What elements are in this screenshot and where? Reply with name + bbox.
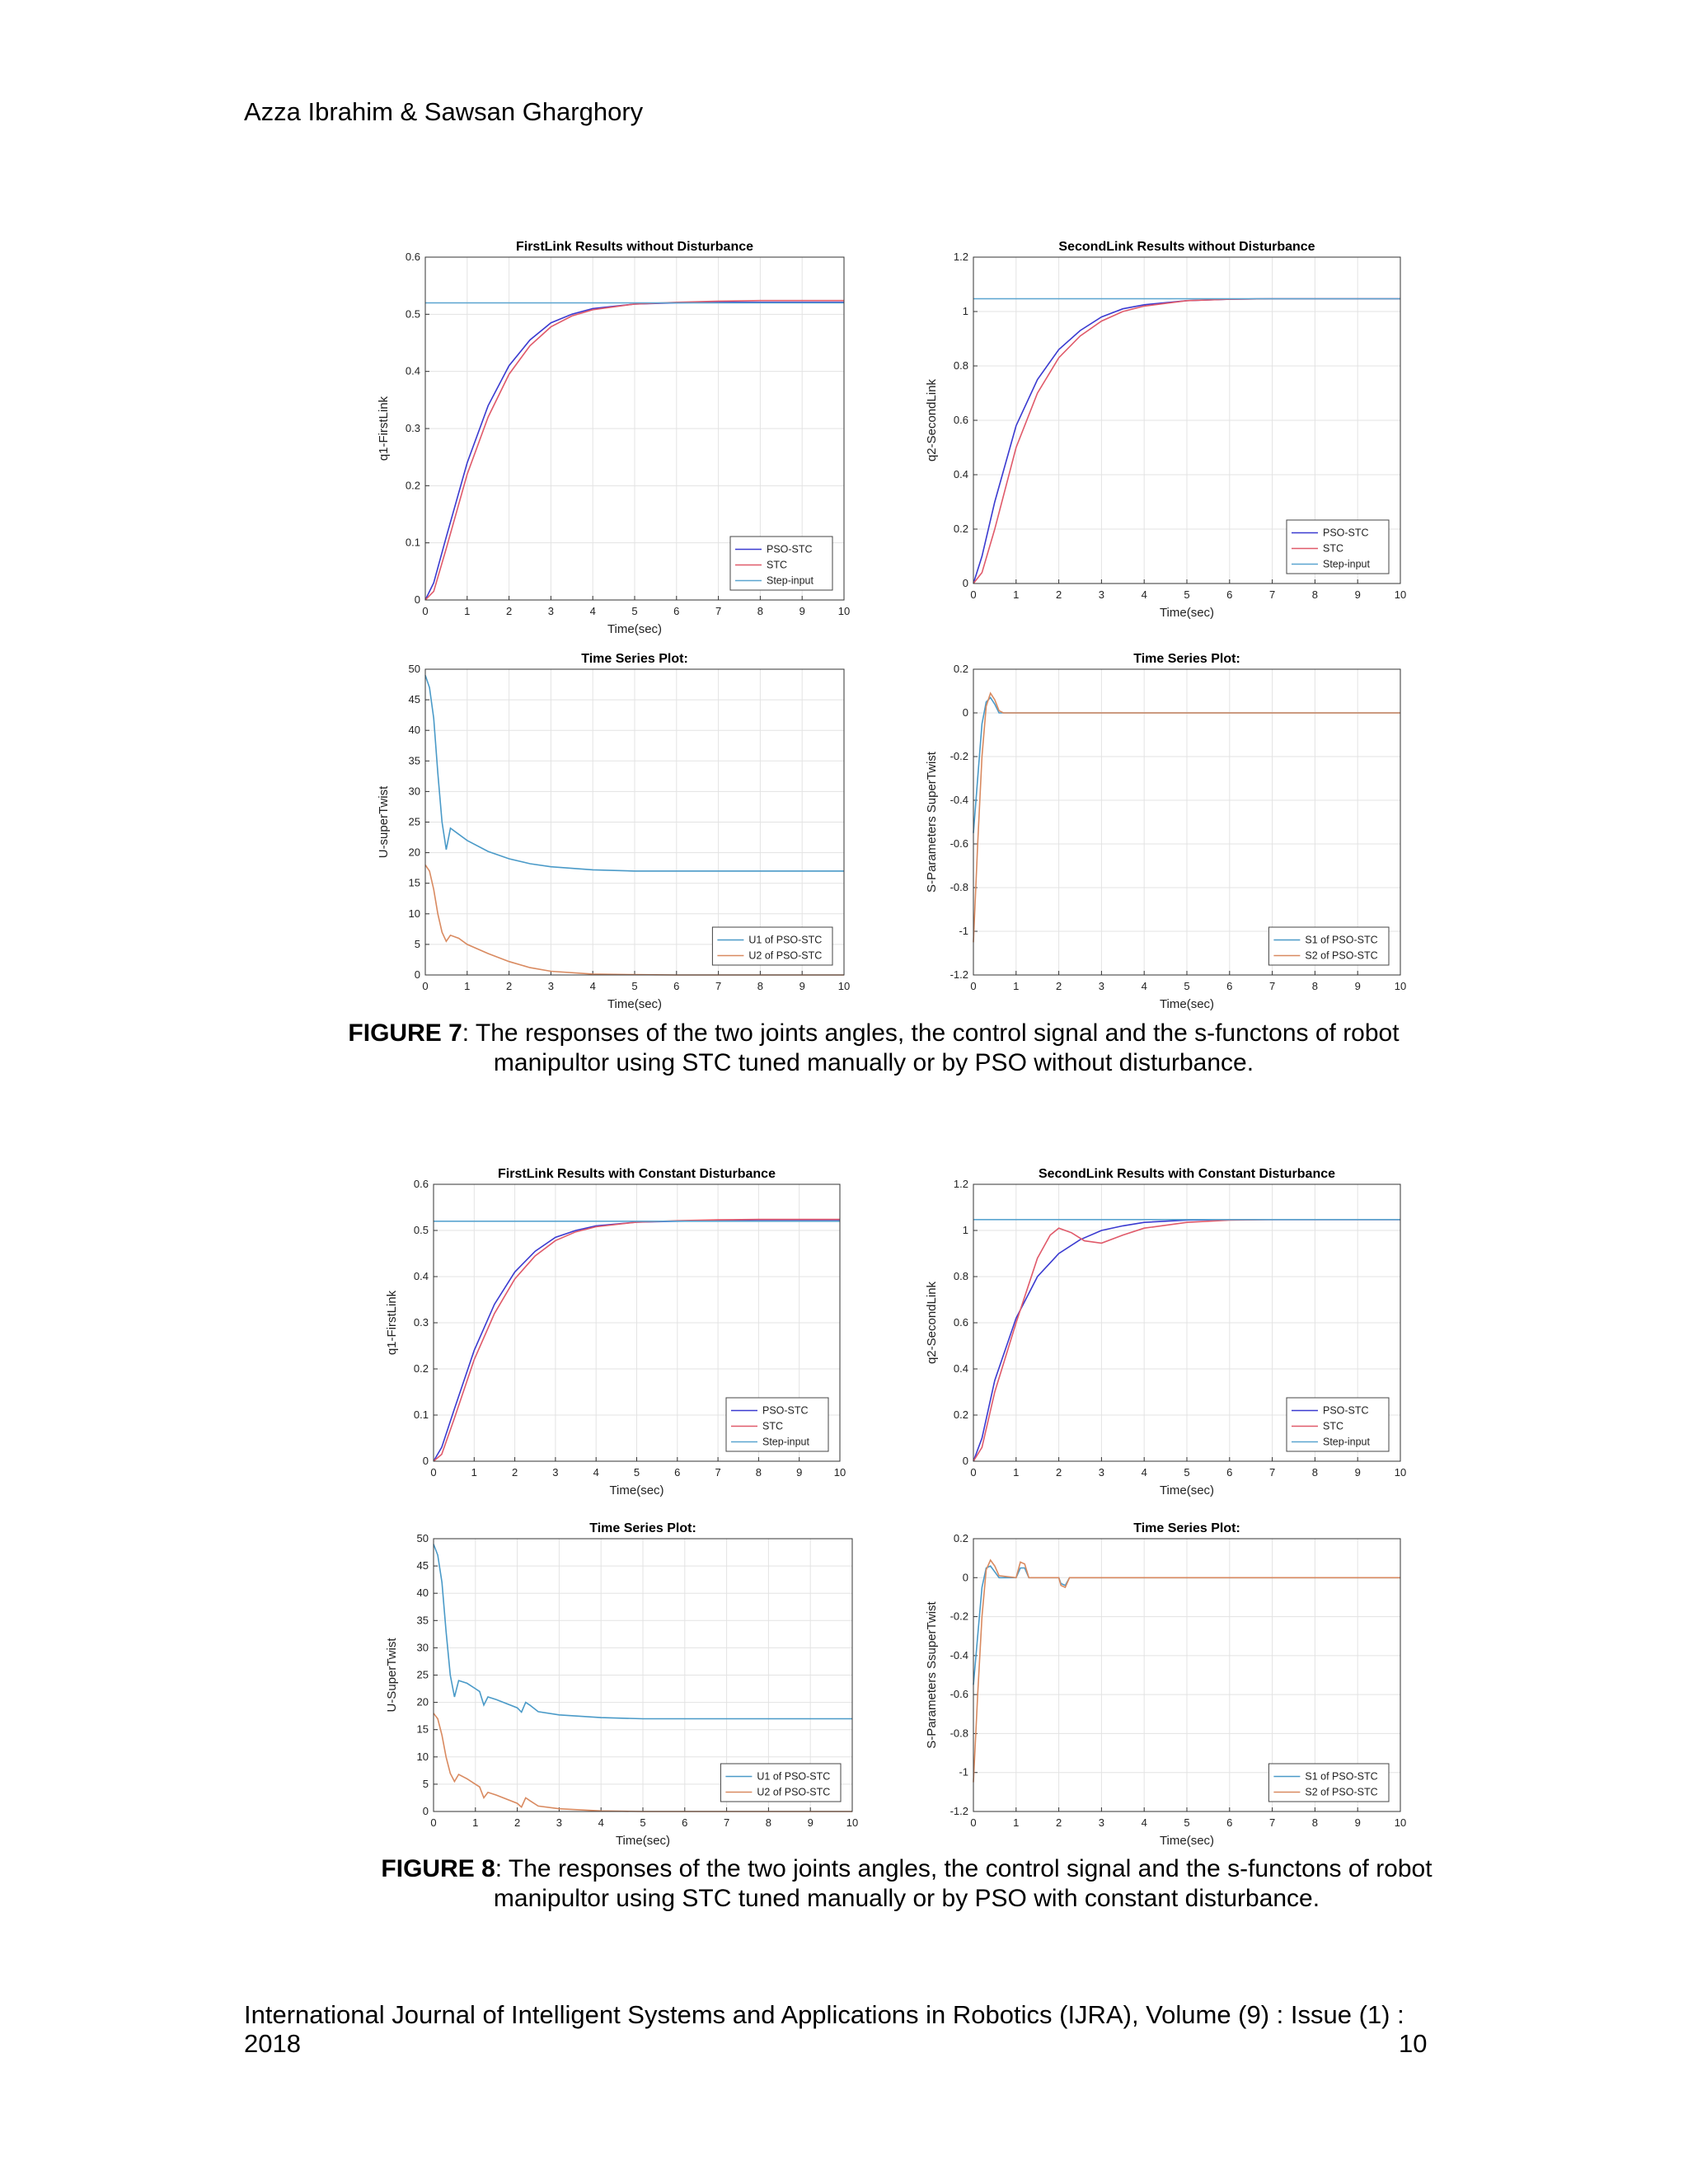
y-tick-label: 0.4 — [953, 1362, 968, 1375]
y-tick-label: 0.2 — [413, 1362, 429, 1375]
y-tick-label: 30 — [408, 785, 420, 798]
chart-f7c-control-signal — [371, 651, 857, 1026]
y-tick-label: 20 — [416, 1695, 429, 1708]
y-axis-label: S-Parameters SuperTwist — [925, 752, 939, 893]
y-tick-label: 0.4 — [405, 364, 420, 377]
x-tick-label: 0 — [970, 1816, 977, 1829]
y-axis-label: q1-FirstLink — [385, 1290, 399, 1356]
x-axis-label: Time(sec) — [1159, 1834, 1215, 1848]
y-tick-label: -0.4 — [950, 1648, 968, 1661]
x-tick-label: 2 — [505, 605, 513, 617]
x-tick-label: 4 — [1141, 1466, 1147, 1479]
x-tick-label: 7 — [723, 1816, 730, 1829]
y-tick-label: 25 — [408, 815, 420, 828]
y-tick-label: 0.2 — [953, 1532, 968, 1544]
y-tick-label: 50 — [408, 663, 420, 675]
y-tick-label: 0.2 — [953, 663, 968, 675]
x-tick-label: 8 — [1311, 1466, 1319, 1479]
x-tick-label: 3 — [556, 1816, 563, 1829]
x-tick-label: 3 — [1098, 1466, 1105, 1479]
y-tick-label: 1 — [962, 1224, 968, 1236]
x-tick-label: 9 — [799, 980, 805, 992]
footer-page-number: 10 — [1399, 2029, 1428, 2058]
y-tick-label: 30 — [416, 1641, 429, 1654]
legend-entry: Step-input — [762, 1436, 809, 1448]
y-axis-label: q2-SecondLink — [925, 378, 939, 462]
y-tick-label: 15 — [416, 1722, 429, 1736]
y-tick-label: 1 — [962, 305, 968, 317]
y-tick-label: -1 — [959, 1765, 968, 1779]
y-tick-label: -0.2 — [950, 1610, 968, 1623]
x-tick-label: 3 — [1098, 980, 1105, 992]
x-tick-label: 7 — [1268, 980, 1276, 992]
y-tick-label: 20 — [408, 846, 420, 859]
legend-entry: PSO-STC — [1323, 527, 1369, 539]
footer-journal: International Journal of Intelligent Systems and Applications in Robotics (IJRA), Volume (9) : Issue (1) : — [244, 2000, 1404, 2029]
x-tick-label: 5 — [1184, 1816, 1190, 1829]
legend-entry: S2 of PSO-STC — [1305, 949, 1378, 962]
chart-title: SecondLink Results with Constant Disturbance — [1038, 1167, 1336, 1181]
x-tick-label: 5 — [1184, 588, 1190, 601]
x-tick-label: 9 — [1354, 980, 1361, 992]
x-tick-label: 4 — [598, 1816, 604, 1829]
x-tick-label: 6 — [682, 1816, 688, 1829]
x-tick-label: 4 — [1141, 588, 1147, 601]
x-tick-label: 6 — [674, 1466, 681, 1479]
y-tick-label: 0.4 — [413, 1270, 429, 1282]
figure-8-label: FIGURE 8 — [381, 1855, 495, 1882]
chart-f7d-s-parameters — [919, 651, 1414, 1026]
legend-entry: S1 of PSO-STC — [1305, 934, 1378, 946]
x-axis-label: Time(sec) — [615, 1834, 671, 1848]
legend-entry: STC — [762, 1420, 783, 1432]
legend-entry: S1 of PSO-STC — [1305, 1770, 1378, 1783]
x-tick-label: 5 — [633, 1466, 640, 1479]
legend-entry: U2 of PSO-STC — [757, 1786, 831, 1798]
y-tick-label: -1 — [959, 925, 968, 937]
x-tick-label: 6 — [1226, 1466, 1233, 1479]
y-axis-label: q1-FirstLink — [377, 396, 391, 462]
x-tick-label: 10 — [1394, 588, 1407, 601]
legend-entry: Step-input — [767, 574, 814, 587]
x-tick-label: 6 — [673, 605, 680, 617]
x-tick-label: 7 — [1268, 1816, 1276, 1829]
x-tick-label: 5 — [1184, 980, 1190, 992]
chart-f8b-secondlink-constant-disturbance — [919, 1166, 1414, 1512]
y-tick-label: -0.8 — [950, 1727, 968, 1740]
x-tick-label: 10 — [1394, 980, 1407, 992]
figure-8-caption — [363, 1854, 1451, 1914]
x-tick-label: 3 — [552, 1466, 559, 1479]
y-tick-label: 15 — [408, 876, 420, 889]
x-tick-label: 1 — [1013, 1466, 1020, 1479]
legend-entry: STC — [1323, 542, 1343, 555]
y-tick-label: 0.5 — [405, 307, 420, 321]
x-tick-label: 1 — [464, 980, 471, 992]
x-tick-label: 1 — [472, 1816, 479, 1829]
x-tick-label: 2 — [511, 1466, 518, 1479]
y-tick-label: 0 — [414, 968, 420, 981]
x-tick-label: 3 — [1098, 1816, 1105, 1829]
x-tick-label: 6 — [1226, 980, 1233, 992]
legend-entry: Step-input — [1323, 1436, 1370, 1448]
x-tick-label: 3 — [547, 980, 555, 992]
y-tick-label: -1.2 — [950, 968, 968, 981]
y-tick-label: -0.8 — [950, 881, 968, 893]
x-tick-label: 2 — [513, 1816, 521, 1829]
x-tick-label: 3 — [547, 605, 555, 617]
y-tick-label: 0.8 — [953, 359, 968, 372]
y-axis-label: q2-SecondLink — [925, 1281, 939, 1365]
y-tick-label: 0.6 — [953, 414, 968, 426]
y-tick-label: 5 — [414, 937, 420, 950]
legend-entry: STC — [767, 559, 787, 571]
y-tick-label: 1.2 — [953, 1178, 968, 1190]
chart-f7a-firstlink-no-disturbance — [371, 239, 857, 651]
legend-entry: U1 of PSO-STC — [748, 934, 823, 946]
x-tick-label: 7 — [1268, 1466, 1276, 1479]
y-tick-label: -0.6 — [950, 1688, 968, 1701]
x-tick-label: 8 — [757, 980, 764, 992]
x-tick-label: 10 — [833, 1466, 846, 1479]
x-tick-label: 6 — [1226, 1816, 1233, 1829]
y-tick-label: 45 — [416, 1559, 429, 1572]
chart-f8c-control-signal — [379, 1521, 865, 1863]
x-tick-label: 4 — [589, 980, 596, 992]
x-axis-label: Time(sec) — [607, 997, 663, 1011]
x-tick-label: 8 — [1311, 588, 1319, 601]
x-tick-label: 0 — [970, 980, 977, 992]
y-tick-label: 0 — [422, 1805, 429, 1817]
x-tick-label: 10 — [1394, 1466, 1407, 1479]
legend-entry: S2 of PSO-STC — [1305, 1786, 1378, 1798]
x-axis-label: Time(sec) — [609, 1483, 664, 1497]
x-axis-label: Time(sec) — [607, 622, 663, 636]
chart-title: FirstLink Results with Constant Disturbance — [498, 1167, 776, 1181]
y-tick-label: 0 — [962, 1455, 968, 1467]
x-tick-label: 10 — [837, 605, 851, 617]
legend-entry: PSO-STC — [1323, 1404, 1369, 1417]
y-tick-label: 0 — [414, 593, 420, 606]
x-tick-label: 4 — [1141, 1816, 1147, 1829]
y-tick-label: 0.4 — [953, 468, 968, 480]
figure-7-caption — [330, 1019, 1418, 1078]
chart-title: Time Series Plot: — [581, 652, 688, 666]
x-tick-label: 5 — [631, 980, 638, 992]
x-tick-label: 9 — [1354, 1816, 1361, 1829]
x-tick-label: 8 — [1311, 1816, 1319, 1829]
x-tick-label: 10 — [846, 1816, 859, 1829]
x-tick-label: 5 — [631, 605, 638, 617]
x-axis-label: Time(sec) — [1159, 1483, 1215, 1497]
y-tick-label: -0.6 — [950, 837, 968, 850]
x-tick-label: 5 — [640, 1816, 646, 1829]
x-tick-label: 8 — [757, 605, 764, 617]
x-tick-label: 8 — [1311, 980, 1319, 992]
x-tick-label: 9 — [799, 605, 805, 617]
y-tick-label: 35 — [416, 1614, 429, 1627]
y-tick-label: 0 — [422, 1455, 429, 1467]
x-tick-label: 8 — [765, 1816, 772, 1829]
legend-entry: STC — [1323, 1420, 1343, 1432]
figure-7-caption-line2: manipultor using STC tuned manually or by PSO without disturbance. — [493, 1049, 1254, 1076]
x-tick-label: 0 — [430, 1466, 437, 1479]
y-tick-label: 10 — [416, 1750, 429, 1763]
y-tick-label: 0.1 — [413, 1408, 429, 1421]
x-tick-label: 4 — [589, 605, 596, 617]
x-tick-label: 3 — [1098, 588, 1105, 601]
y-tick-label: -1.2 — [950, 1805, 968, 1817]
legend-entry: PSO-STC — [767, 543, 813, 555]
x-tick-label: 0 — [430, 1816, 437, 1829]
footer-year: 2018 — [244, 2029, 301, 2058]
y-tick-label: 0.6 — [405, 251, 420, 263]
x-tick-label: 9 — [1354, 588, 1361, 601]
x-tick-label: 4 — [1141, 980, 1147, 992]
x-tick-label: 2 — [505, 980, 513, 992]
legend-entry: U1 of PSO-STC — [757, 1770, 831, 1783]
y-tick-label: 0 — [962, 706, 968, 719]
x-tick-label: 1 — [471, 1466, 477, 1479]
x-tick-label: 4 — [593, 1466, 599, 1479]
x-tick-label: 2 — [1055, 980, 1062, 992]
y-tick-label: 45 — [408, 693, 420, 706]
x-tick-label: 0 — [422, 605, 429, 617]
x-tick-label: 9 — [807, 1816, 814, 1829]
x-tick-label: 10 — [1394, 1816, 1407, 1829]
y-tick-label: 35 — [408, 754, 420, 767]
y-tick-label: 0.6 — [953, 1316, 968, 1329]
chart-title: Time Series Plot: — [1133, 652, 1240, 666]
x-tick-label: 9 — [796, 1466, 803, 1479]
x-tick-label: 7 — [715, 1466, 721, 1479]
x-axis-label: Time(sec) — [1159, 606, 1215, 620]
chart-title: Time Series Plot: — [1133, 1521, 1240, 1535]
chart-f7b-secondlink-no-disturbance — [919, 239, 1414, 635]
x-tick-label: 2 — [1055, 588, 1062, 601]
x-tick-label: 1 — [1013, 588, 1020, 601]
figure-7-caption-line1: : The responses of the two joints angles, the control signal and the s-functons of robot — [462, 1019, 1400, 1047]
y-tick-label: 0.3 — [413, 1316, 429, 1329]
x-tick-label: 9 — [1354, 1466, 1361, 1479]
x-tick-label: 0 — [422, 980, 429, 992]
y-tick-label: 0.2 — [405, 479, 420, 492]
y-tick-label: -0.4 — [950, 794, 968, 806]
y-tick-label: 0.2 — [953, 523, 968, 535]
y-tick-label: 1.2 — [953, 251, 968, 263]
y-tick-label: 10 — [408, 907, 420, 920]
figure-8-caption-line2: manipultor using STC tuned manually or by PSO with constant disturbance. — [493, 1885, 1320, 1912]
x-tick-label: 1 — [464, 605, 471, 617]
y-axis-label: U-SuperTwist — [385, 1638, 399, 1713]
x-tick-label: 0 — [970, 1466, 977, 1479]
legend-entry: U2 of PSO-STC — [748, 949, 823, 962]
chart-title: Time Series Plot: — [589, 1521, 696, 1535]
y-tick-label: 0 — [962, 1571, 968, 1584]
y-tick-label: -0.2 — [950, 750, 968, 762]
page-header-authors: Azza Ibrahim & Sawsan Gharghory — [244, 97, 644, 126]
y-tick-label: 0.3 — [405, 422, 420, 434]
y-tick-label: 25 — [416, 1668, 429, 1681]
x-tick-label: 7 — [715, 980, 722, 992]
y-tick-label: 0.5 — [413, 1224, 429, 1236]
x-tick-label: 7 — [715, 605, 722, 617]
y-tick-label: 0.6 — [413, 1178, 429, 1190]
chart-title: FirstLink Results without Disturbance — [515, 240, 754, 254]
y-axis-label: U-superTwist — [377, 785, 391, 859]
x-tick-label: 5 — [1184, 1466, 1190, 1479]
x-tick-label: 8 — [755, 1466, 762, 1479]
x-tick-label: 6 — [1226, 588, 1233, 601]
x-tick-label: 1 — [1013, 980, 1020, 992]
y-tick-label: 40 — [416, 1586, 429, 1600]
x-tick-label: 2 — [1055, 1466, 1062, 1479]
legend-entry: PSO-STC — [762, 1404, 809, 1417]
y-tick-label: 0.2 — [953, 1408, 968, 1421]
chart-f8d-s-parameters — [919, 1521, 1414, 1863]
figure-8-caption-line1: : The responses of the two joints angles, the control signal and the s-functons of robot — [495, 1855, 1432, 1882]
x-tick-label: 6 — [673, 980, 680, 992]
x-tick-label: 7 — [1268, 588, 1276, 601]
x-tick-label: 10 — [837, 980, 851, 992]
y-tick-label: 5 — [422, 1777, 429, 1790]
y-tick-label: 40 — [408, 724, 420, 737]
y-axis-label: S-Parameters SsuperTwist — [925, 1601, 939, 1749]
chart-f8a-firstlink-constant-disturbance — [379, 1166, 853, 1512]
figure-7-label: FIGURE 7 — [348, 1019, 462, 1047]
x-tick-label: 2 — [1055, 1816, 1062, 1829]
x-tick-label: 0 — [970, 588, 977, 601]
x-axis-label: Time(sec) — [1159, 997, 1215, 1011]
y-tick-label: 0.8 — [953, 1270, 968, 1282]
legend-entry: Step-input — [1323, 558, 1370, 570]
y-tick-label: 0.1 — [405, 536, 420, 549]
y-tick-label: 50 — [416, 1532, 429, 1544]
chart-title: SecondLink Results without Disturbance — [1058, 240, 1315, 254]
x-tick-label: 1 — [1013, 1816, 1020, 1829]
y-tick-label: 0 — [962, 577, 968, 589]
